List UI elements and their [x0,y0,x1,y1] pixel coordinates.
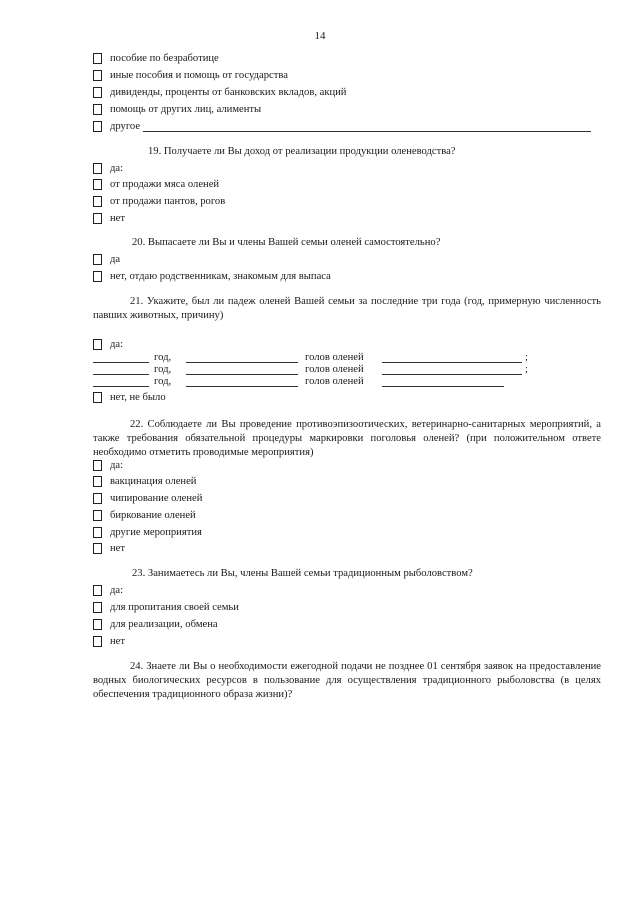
option-label: дивиденды, проценты от банковских вкладов, акций [110,86,347,98]
option-label: нет, не было [110,391,166,403]
q21-row-1 [93,352,543,364]
option-label: нет [110,635,126,647]
q22-option-no[interactable] [93,541,125,555]
checkbox[interactable] [93,121,102,132]
option-label: другие мероприятия [110,526,202,538]
cause-blank[interactable] [382,364,522,375]
option-label: нет [110,542,126,554]
option-other[interactable] [93,119,591,133]
option-label: вакцинация оленей [110,475,197,487]
q21-row-3 [93,376,543,388]
year-label: год, [154,376,172,387]
option-label: иные пособия и помощь от государства [110,69,288,81]
option-label: для пропитания своей семьи [110,601,239,613]
checkbox[interactable] [93,213,102,224]
heads-label: голов оленей [305,376,364,387]
year-label: год, [154,352,172,363]
q23-option-yes[interactable] [93,583,123,597]
checkbox[interactable] [93,527,102,538]
q23-option-own-family[interactable] [93,600,239,614]
q20-option-yes[interactable] [93,252,120,266]
checkbox[interactable] [93,510,102,521]
option-label: биркование оленей [110,509,196,521]
checkbox[interactable] [93,602,102,613]
year-blank[interactable] [93,376,149,387]
checkbox[interactable] [93,254,102,265]
option-label: да [110,253,121,265]
count-blank[interactable] [186,364,298,375]
option-label: нет [110,212,126,224]
year-blank[interactable] [93,352,149,363]
q21-row-2 [93,364,543,376]
checkbox[interactable] [93,271,102,282]
q22-option-vaccination[interactable] [93,474,196,488]
question-22: 22. Соблюдаете ли Вы проведение противоэпизоотических, ветеринарно-санитарных мероприятий, а также требования обязательной процедуры маркировки поголовья оленей? (при положительном ответе необходимо отметить проводимые мероприятия) [93,419,601,458]
q23-option-no[interactable] [93,634,125,648]
q22-option-tagging[interactable] [93,508,196,522]
option-label: да: [110,338,124,350]
q19-option-antlers[interactable] [93,194,225,208]
q22-option-other-measures[interactable] [93,525,202,539]
option-label: от продажи пантов, рогов [110,195,226,207]
other-input-line[interactable] [143,121,591,132]
q22-option-yes[interactable] [93,458,123,472]
semicolon: ; [525,364,528,375]
question-23: 23. Занимаетесь ли Вы, члены Вашей семьи традиционным рыболовством? [132,568,473,579]
option-label: от продажи мяса оленей [110,178,220,190]
option-label: да: [110,459,124,471]
q21-option-yes[interactable] [93,337,123,351]
question-20: 20. Выпасаете ли Вы и члены Вашей семьи оленей самостоятельно? [132,237,441,248]
option-label: да: [110,584,124,596]
checkbox[interactable] [93,339,102,350]
q22-option-chipping[interactable] [93,491,202,505]
count-blank[interactable] [186,352,298,363]
q23-option-sale-exchange[interactable] [93,617,218,631]
option-label: для реализации, обмена [110,618,218,630]
checkbox[interactable] [93,196,102,207]
checkbox[interactable] [93,179,102,190]
option-label: другое [110,120,141,132]
count-blank[interactable] [186,376,298,387]
checkbox[interactable] [93,460,102,471]
option-label: да: [110,162,124,174]
option-label: чипирование оленей [110,492,203,504]
question-24: 24. Знаете ли Вы о необходимости ежегодной подачи не позднее 01 сентября заявок на предоставление водных биологических ресурсов в пользование для осуществления традиционного рыболовства (в целях обеспечения традиционного образа жизни)? [93,661,601,700]
checkbox[interactable] [93,163,102,174]
year-blank[interactable] [93,364,149,375]
option-label: нет, отдаю родственникам, знакомым для выпаса [110,270,331,282]
year-label: год, [154,364,172,375]
checkbox[interactable] [93,493,102,504]
checkbox[interactable] [93,585,102,596]
checkbox[interactable] [93,87,102,98]
semicolon: ; [525,352,528,363]
q20-option-no[interactable] [93,269,331,283]
q19-option-no[interactable] [93,211,125,225]
option-dividends[interactable] [93,85,346,99]
question-21: 21. Укажите, был ли падеж оленей Вашей семьи за последние три года (год, примерную численность павших животных, причину) [93,296,601,321]
q19-option-meat[interactable] [93,177,219,191]
option-unemployment-benefit[interactable] [93,51,219,65]
heads-label: голов оленей [305,352,364,363]
checkbox[interactable] [93,104,102,115]
cause-blank[interactable] [382,376,504,387]
heads-label: голов оленей [305,364,364,375]
checkbox[interactable] [93,53,102,64]
question-19: 19. Получаете ли Вы доход от реализации продукции оленеводства? [148,146,456,157]
checkbox[interactable] [93,636,102,647]
checkbox[interactable] [93,70,102,81]
option-label: пособие по безработице [110,52,219,64]
page-number: 14 [314,30,326,42]
q21-option-no[interactable] [93,390,166,404]
option-label: помощь от других лиц, алименты [110,103,262,115]
checkbox[interactable] [93,392,102,403]
checkbox[interactable] [93,619,102,630]
cause-blank[interactable] [382,352,522,363]
q19-option-yes[interactable] [93,161,123,175]
option-state-benefits[interactable] [93,68,288,82]
checkbox[interactable] [93,476,102,487]
checkbox[interactable] [93,543,102,554]
option-help-from-others[interactable] [93,102,261,116]
